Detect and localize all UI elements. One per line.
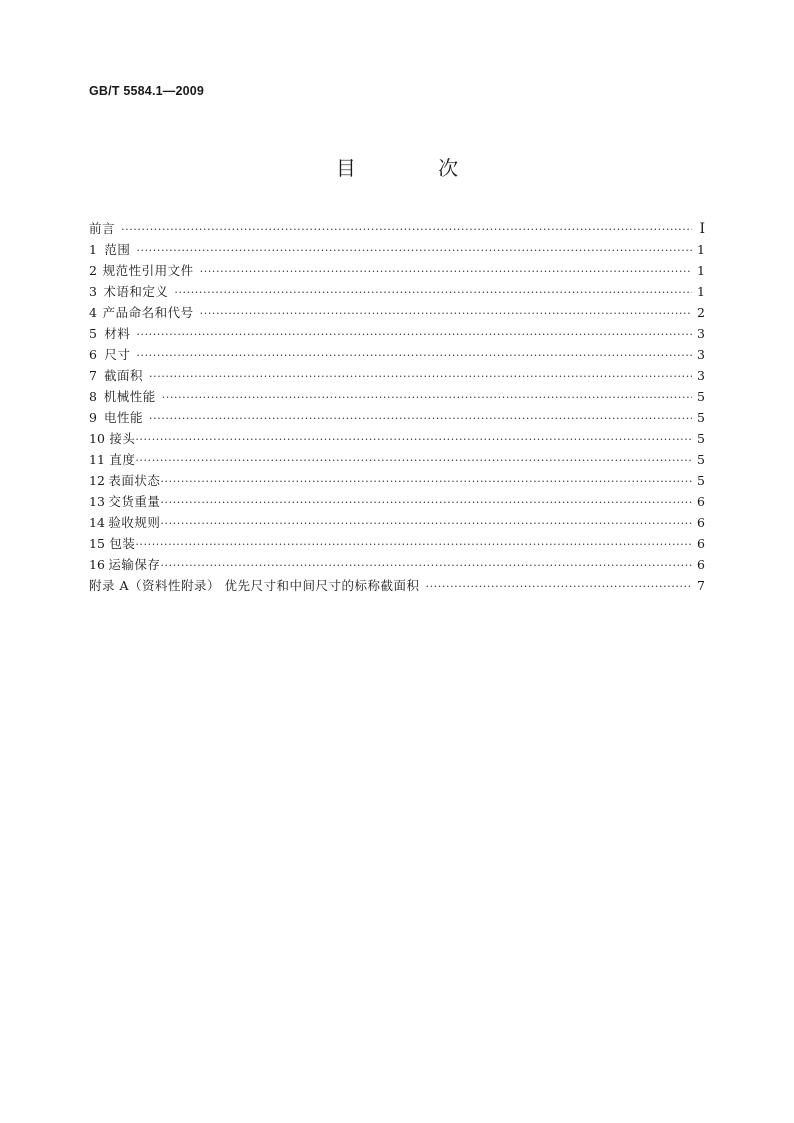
toc-entry-number: 3 [89, 284, 97, 299]
toc-entry-number: 10 [89, 431, 105, 446]
toc-entry-number: 4 [89, 305, 97, 320]
toc-entry-page: I [699, 221, 705, 237]
toc-leader-dots [121, 219, 692, 240]
standard-code: GB/T 5584.1—2009 [89, 84, 205, 98]
toc-entry-label: 材料 [104, 326, 131, 341]
toc-entry-10[interactable] [89, 428, 705, 449]
toc-entry-label: 包装 [109, 536, 136, 551]
toc-entry-label: 机械性能 [103, 389, 156, 404]
toc-entry-number: 15 [89, 536, 105, 551]
toc-entry-number: 5 [89, 326, 97, 341]
toc-leader-dots [136, 324, 692, 345]
toc-entry-page: 6 [697, 494, 705, 509]
toc-entry-12[interactable] [89, 470, 705, 491]
toc-entry-number: 12 [89, 473, 105, 488]
toc-entry-page: 3 [697, 368, 705, 383]
page-title: 目 次 [335, 156, 497, 180]
toc-entry-7[interactable] [89, 365, 705, 386]
toc-entry-number: 11 [89, 452, 105, 467]
toc-entry-page: 5 [697, 431, 705, 446]
toc-leader-dots [160, 492, 692, 513]
toc-entry-number: 1 [89, 242, 97, 257]
toc-entry-11[interactable] [89, 449, 705, 470]
toc-leader-dots [135, 450, 692, 471]
toc-entry-page: 6 [697, 557, 705, 572]
toc-entry-14[interactable] [89, 512, 705, 533]
toc-entry-15[interactable] [89, 533, 705, 554]
toc-leader-dots [200, 303, 692, 324]
toc-leader-dots [200, 261, 692, 282]
toc-entry-3[interactable] [89, 281, 705, 302]
toc-entry-label: 规范性引用文件 [102, 263, 194, 278]
table-of-contents [89, 218, 705, 596]
toc-entry-9[interactable] [89, 407, 705, 428]
toc-leader-dots [135, 429, 692, 450]
toc-entry-5[interactable] [89, 323, 705, 344]
toc-entry-page: 5 [697, 410, 705, 425]
toc-entry-2[interactable] [89, 260, 705, 281]
toc-entry-page: 6 [697, 536, 705, 551]
toc-entry-number: 2 [89, 263, 97, 278]
toc-entry-label: 交货重量 [108, 494, 161, 509]
toc-leader-dots [160, 555, 692, 576]
toc-leader-dots [135, 534, 692, 555]
toc-entry-label: 附录 A（资料性附录） 优先尺寸和中间尺寸的标称截面积 [89, 578, 420, 593]
toc-entry-page: 5 [697, 452, 705, 467]
toc-entry-page: 1 [697, 263, 705, 278]
toc-entry-number: 8 [89, 389, 97, 404]
toc-leader-dots [162, 387, 692, 408]
toc-entry-label: 产品命名和代号 [102, 305, 194, 320]
toc-entry-label: 直度 [109, 452, 136, 467]
toc-entry-label: 范围 [104, 242, 131, 257]
toc-entry-page: 2 [697, 305, 705, 320]
toc-entry-6[interactable] [89, 344, 705, 365]
toc-entry-page: 7 [697, 578, 705, 593]
toc-entry-number: 16 [89, 557, 105, 572]
toc-entry-number: 14 [89, 515, 105, 530]
toc-entry-number: 7 [89, 368, 97, 383]
toc-leader-dots [136, 240, 692, 261]
toc-entry-number: 9 [89, 410, 97, 425]
toc-leader-dots [149, 408, 692, 429]
toc-entry-1[interactable] [89, 239, 705, 260]
toc-entry-page: 6 [697, 515, 705, 530]
toc-entry-page: 5 [697, 473, 705, 488]
toc-leader-dots [149, 366, 692, 387]
toc-leader-dots [160, 513, 692, 534]
toc-entry-appendix-a[interactable] [89, 575, 705, 596]
toc-entry-page: 1 [697, 242, 705, 257]
toc-entry-page: 5 [697, 389, 705, 404]
toc-entry-label: 尺寸 [104, 347, 131, 362]
toc-entry-label: 运输保存 [108, 557, 161, 572]
toc-leader-dots [425, 576, 692, 597]
toc-entry-page: 1 [697, 284, 705, 299]
toc-entry-page: 3 [697, 326, 705, 341]
toc-leader-dots [160, 471, 692, 492]
toc-entry-label: 验收规则 [108, 515, 161, 530]
toc-leader-dots [174, 282, 692, 303]
toc-entry-label: 电性能 [104, 410, 144, 425]
toc-entry-label: 表面状态 [108, 473, 161, 488]
toc-entry-4[interactable] [89, 302, 705, 323]
toc-entry-label: 截面积 [104, 368, 144, 383]
toc-entry-label: 术语和定义 [103, 284, 169, 299]
toc-entry-label: 接头 [109, 431, 136, 446]
toc-entry-page: 3 [697, 347, 705, 362]
toc-entry-16[interactable] [89, 554, 705, 575]
toc-entry-preface[interactable] [89, 218, 705, 239]
toc-entry-label: 前言 [89, 221, 116, 236]
toc-leader-dots [136, 345, 692, 366]
toc-entry-number: 13 [89, 494, 105, 509]
toc-entry-8[interactable] [89, 386, 705, 407]
toc-entry-13[interactable] [89, 491, 705, 512]
toc-entry-number: 6 [89, 347, 97, 362]
